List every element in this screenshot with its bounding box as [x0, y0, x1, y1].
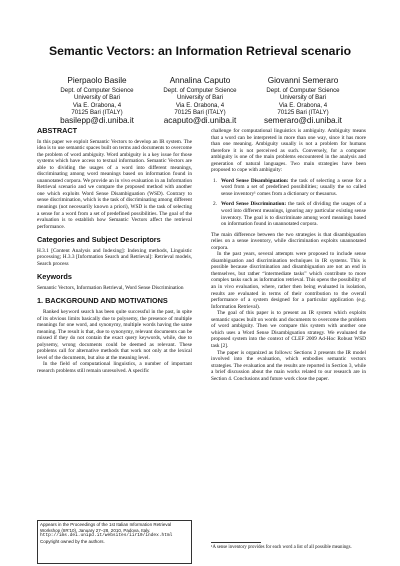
list-item — [211, 178, 366, 198]
section-1-paragraph: Ranked keyword search has been quite successful in the past, in spite of its obvious limits basically due to polysemy, the presence of multiple meanings for one word, and synonymy, multiple words having the same meaning. The result is that, due to synonymy, relevant documents can be missed if they do not contain the exact query keywords, while, due to polysemy, wrong documents could be deemed as relevant. These problems call for alternative methods that work not only at the lexical level of the documents, but also at the meaning level. — [37, 309, 192, 361]
author-block-3 — [243, 76, 363, 126]
list-item — [211, 201, 366, 227]
author-dept: Dept. of Computer Science — [163, 87, 237, 94]
author-block-1 — [37, 76, 157, 126]
list-term: Word Sense Disambiguation: — [221, 177, 289, 184]
list-number: 1. — [213, 177, 217, 184]
author-univ: University of Bari — [73, 94, 121, 102]
strategy-list — [211, 178, 366, 228]
abstract-heading: ABSTRACT — [37, 126, 78, 135]
author-city: 70125 Bari (ITALY) — [277, 108, 329, 116]
section-1-heading: 1. BACKGROUND AND MOTIVATIONS — [37, 296, 168, 306]
intro-paragraph: challenge for computational linguistics is ambiguity. Ambiguity means that a word can be interpreted in more than one way, since it has more than one meaning. Ambiguity usually is not a problem for humans therefore it is not perceived as such. Conversely, for a computer ambiguity is one of the main problems encountered in the analysis and generation of natural languages. Two main strategies have been proposed to cope with ambiguity: — [211, 128, 366, 174]
right-column — [211, 128, 366, 382]
copyright-line: Workshop (IIR'10), January 27–28, 2010, Padova, Italy. — [40, 527, 151, 533]
author-email: semeraro@di.uniba.it — [264, 116, 342, 126]
copyright-box — [37, 520, 192, 564]
list-text: the task of dividing the usages of a word into different meanings, ignoring any particular existing sense inventory. The goal is to discriminate among word meanings based on information found in unannotated corpora. — [221, 201, 367, 228]
body-paragraph: The goal of this paper is to present an IR system which exploits semantic spaces built on words and documents to overcome the problem of word ambiguity. Then we compare this system with another one which uses a Word Sense Disambiguation strategy. We evaluated the proposed system into the context of CLEF 2009 Ad-Hoc Robust WSD task [2]. — [211, 310, 366, 349]
author-univ: University of Bari — [176, 94, 224, 102]
author-dept: Dept. of Computer Science — [266, 87, 340, 94]
categories-heading: Categories and Subject Descriptors — [37, 235, 161, 245]
categories-text: H.3.1 [Content Analysis and Indexing]: Indexing methods, Linguistic processing; H.3.3 [Information Search and Retrieval]: Retrieval models, Search process — [37, 247, 192, 267]
author-name: Annalina Caputo — [169, 76, 231, 85]
author-name: Giovanni Semeraro — [267, 76, 339, 85]
section-1-paragraph: In the field of computational linguistics, a number of important research problems still remain unresolved. A specific — [37, 361, 192, 374]
author-city: 70125 Bari (ITALY) — [71, 108, 123, 116]
footnote: ¹A sense inventory provides for each word a list of all possible meanings. — [211, 545, 352, 550]
list-term: Word Sense Discrimination: — [221, 201, 287, 208]
list-text: the task of selecting a sense for a word from a set of predefined possibilities; usually the so called sense inventory¹ comes from a dictionary or thesaurus. — [221, 177, 367, 197]
author-email: basilepp@di.uniba.it — [60, 116, 134, 126]
body-paragraph: The paper is organized as follows: Sections 2 presents the IR model involved into the evaluation, which embodies semantic vectors strategies. The evaluation and the results are reported in Section 3, while a brief discussion about the main works related to our research are in Section 4. Conclusions and future work close the paper. — [211, 349, 366, 382]
copyright-url: http://ims.dei.unipd.it/websites/iir10/index.html — [40, 533, 173, 539]
abstract-text: In this paper we exploit Semantic Vectors to develop an IR system. The idea is to use semantic spaces built on terms and documents to overcome the problem of word ambiguity. Word ambiguity is a key issue for those systems which have access to textual information. Semantic Vectors are able to dividing the usages of a word into different meanings, discriminating among word meanings based on information found in unannotated corpora. We provide an in vivo evaluation in an Information Retrieval scenario and we compare the proposed method with another one which exploits Word Sense Disambiguation (WSD). Contrary to sense discrimination, which is the task of discriminating among different meanings (not necessarily known a priori), WSD is the task of selecting a sense for a word from a set of predefined possibilities. The goal of the evaluation is to establish how Semantic Vectors affect the retrieval performance. — [37, 138, 192, 230]
author-addr: Via E. Orabona, 4 — [72, 101, 122, 109]
keywords-text: Semantic Vectors, Information Retrieval, Word Sense Discrimination — [37, 284, 184, 291]
author-city: 70125 Bari (ITALY) — [174, 108, 226, 116]
body-paragraph: In the past years, several attempts were proposed to include sense disambiguation and discrimination techniques in IR systems. This is possible because discrimination and disambiguation are not an end in themselves, but rather “intermediate tasks” which contribute to more complex tasks such as information retrieval. This opens the possibility of an in vivo evaluation, where, rather then being evaluated in isolation, results are evaluated in terms of their contribution to the overall performance of a system designed for a particular application (e.g. Information Retrieval). — [211, 251, 366, 310]
author-dept: Dept. of Computer Science — [60, 87, 134, 94]
author-block-2 — [140, 76, 260, 126]
copyright-line: Copyright owned by the authors. — [40, 538, 105, 544]
author-addr: Via E. Orabona, 4 — [175, 101, 225, 109]
footnote-rule — [211, 542, 261, 543]
author-name: Pierpaolo Basile — [67, 76, 127, 85]
author-email: acaputo@di.uniba.it — [163, 116, 237, 126]
author-univ: University of Bari — [279, 94, 327, 102]
list-number: 2. — [213, 201, 217, 208]
author-addr: Via E. Orabona, 4 — [278, 101, 328, 109]
keywords-heading: Keywords — [37, 272, 72, 282]
paper-title: Semantic Vectors: an Information Retrieval scenario — [48, 44, 352, 58]
left-column — [37, 128, 192, 375]
copyright-line: Appears in the Proceedings of the 1st Italian Information Retrieval — [40, 522, 172, 527]
body-paragraph: The main difference between the two strategies is that disambiguation relies on a sense inventory, while discrimination exploits unannotated corpora. — [211, 231, 366, 251]
